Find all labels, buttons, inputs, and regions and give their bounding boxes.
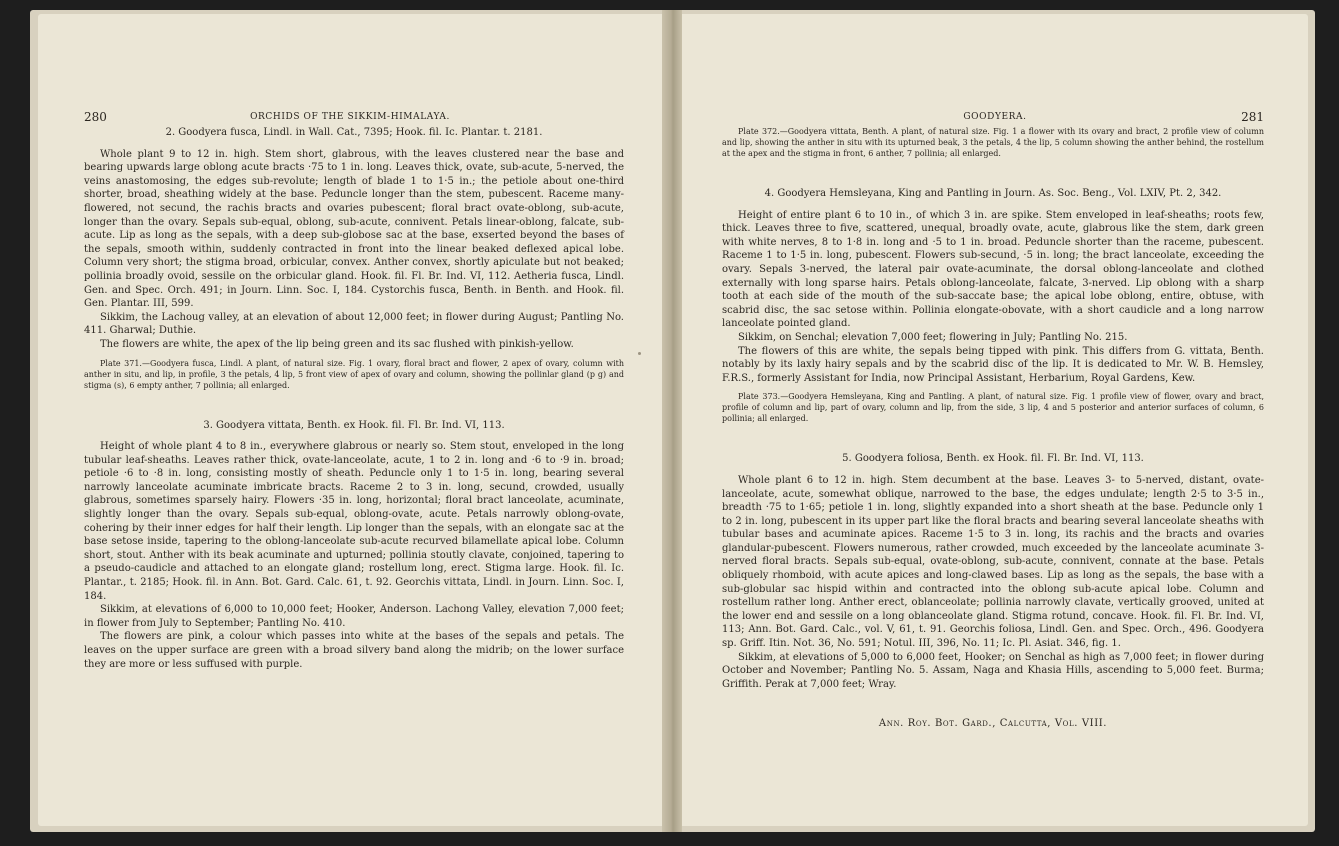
running-head: ORCHIDS OF THE SIKKIM-HIMALAYA. xyxy=(250,112,450,122)
book-gutter xyxy=(662,10,682,832)
section-gap xyxy=(722,430,1264,446)
body-paragraph: The flowers are white, the apex of the lip being green and its sac flushed with pinkish-yellow. xyxy=(100,338,574,350)
right-page xyxy=(682,14,1308,826)
body-paragraph: Sikkim, the Lachoug valley, at an elevation of about 12,000 feet; in flower during August; Pantling No. 411. Gharwal; Duthie. xyxy=(84,311,624,337)
plate-caption: Plate 373.—Goodyera Hemsleyana, King and Pantling. A plant, of natural size. Fig. 1 profile view of flower, ovary and bract, profile of column and lip, part of ovary, column and lip, from the side, 3 lip, 4 and 5 posterior and anterior surfaces of column, 6 pollinia; all enlarged. xyxy=(722,392,1264,424)
page-text xyxy=(84,126,624,671)
scan-speck xyxy=(638,352,641,355)
body-paragraph: Height of entire plant 6 to 10 in., of which 3 in. are spike. Stem enveloped in leaf-sheaths; roots few, thick. Leaves three to five, scattered, unequal, broadly ovate, acute, glabrous like the stem, dark green with white nerves, 8 to 1·8 in. long and ·5 to 1 in. broad. Peduncle shorter than the raceme, pubescent. Raceme 1 to 1·5 in. long, pubescent. Flowers sub-secund, ·5 in. long; the bract lanceolate, exceeding the ovary. Sepals 3-nerved, the lateral pair ovate-acuminate, the dorsal oblong-lanceolate and clothed externally with long sparse hairs. Petals oblong-lanceolate, falcate, 3-nerved. Lip oblong with a sharp tooth at each side of the mouth of the sub-saccate base; the apical lobe oblong, entire, obtuse, with scabrid disc, the sac setose within. Pollinia elongate-obovate, with a short caudicle and a long narrow lanceolate pointed gland. xyxy=(722,209,1264,330)
page-body xyxy=(682,14,1308,826)
body-paragraph: Whole plant 9 to 12 in. high. Stem short, glabrous, with the leaves clustered near the base and bearing upwards large oblong acute bracts ·75 to 1 in. long. Leaves thick, ovate, sub-acute, 5-nerved, the veins anastomosing, the edges sub-revolute; length of blade 1 to 1·5 in.; the petiole about one-third shorter, broad, sheathing widely at the base. Peduncle longer than the stem, pubescent. Raceme many-flowered, not secund, the rachis bracts and ovaries pubescent; floral bract ovate-oblong, sub-acute, longer than the ovary. Sepals sub-equal, oblong, sub-acute, connivent. Petals linear-oblong, falcate, sub-acute. Lip as long as the sepals, with a deep sub-globose sac at the base, exserted beyond the bases of the sepals, smooth within, suddenly contracted in front into the linear beaked deflexed apical lobe. Column very short; the stigma broad, orbicular, convex. Anther convex, shortly apiculate but not beaked; pollinia broadly ovoid, sessile on the orbicular gland. Hook. fil. Fl. Br. Ind. VI, 112. Aetheria fusca, Lindl. Gen. and Spec. Orch. 491; in Journ. Linn. Soc. I, 184. Cystorchis fusca, Benth. in Benth. and Hook. fil. Gen. Plantar. III, 599. xyxy=(84,148,624,310)
body-paragraph: Sikkim, on Senchal; elevation 7,000 feet; flowering in July; Pantling No. 215. xyxy=(738,331,1128,343)
body-paragraph: Height of whole plant 4 to 8 in., everywhere glabrous or nearly so. Stem stout, enveloped in the long tubular leaf-sheaths. Leaves rather thick, ovate-lanceolate, acute, 1 to 2 in. long and ·6 to ·9 in. broad; petiole ·6 to ·8 in. long, consisting mostly of sheath. Peduncle only 1 to 1·5 in. long, bearing several narrowly lanceolate acuminate imbricate bracts. Raceme 2 to 3 in. long, secund, crowded, usually glabrous, sometimes sparsely hairy. Flowers ·35 in. long, horizontal; floral bract lanceolate, acuminate, slightly longer than the ovary. Sepals sub-equal, oblong-ovate, acute. Petals narrowly oblong-ovate, cohering by their inner edges for half their length. Lip longer than the sepals, with an elongate sac at the base setose inside, tapering to the oblong-lanceolate sub-acute recurved bilamellate apical lobe. Column short, stout. Anther with its beak acuminate and upturned; pollinia stoutly clavate, conjoined, tapering to a pseudo-caudicle and attached to an elongate gland; rostellum long, erect. Stigma large. Hook. fil. Ic. Plantar., t. 2185; Hook. fil. in Ann. Bot. Gard. Calc. 61, t. 92. Georchis vittata, Lindl. in Journ. Linn. Soc. I, 184. xyxy=(84,441,624,602)
species-heading: 2. Goodyera fusca, Lindl. in Wall. Cat., 7395; Hook. fil. Ic. Plantar. t. 2181. xyxy=(165,127,543,138)
page-body xyxy=(38,14,662,826)
page-footer: Ann. Roy. Bot. Gard., Calcutta, Vol. VIII. xyxy=(878,718,1108,730)
body-paragraph: The flowers are pink, a colour which passes into white at the bases of the sepals and petals. The leaves on the upper surface are green with a broad silvery band along the midrib; on the lower surface they are more or less suffused with purple. xyxy=(84,631,624,670)
body-paragraph: The flowers of this are white, the sepals being tipped with pink. This differs from G. vittata, Benth. notably by its laxly hairy sepals and by the scabrid disc of the lip. It is dedicated to Mr. W. B. Hemsley, F.R.S., formerly Assistant for India, now Principal Assistant, Herbarium, Royal Gardens, Kew. xyxy=(722,345,1264,384)
body-paragraph: Sikkim, at elevations of 6,000 to 10,000 feet; Hooker, Anderson. Lachong Valley, elevation 7,000 feet; in flower from July to September; Pantling No. 410. xyxy=(84,604,624,629)
page-text xyxy=(722,126,1264,731)
running-head: GOODYERA. xyxy=(963,112,1027,122)
body-paragraph: Whole plant 6 to 12 in. high. Stem decumbent at the base. Leaves 3- to 5-nerved, distant, ovate-lanceolate, acute, somewhat oblique, narrowed to the base, the edges undulate; length 2·5 to 3·5 in., breadth ·75 to 1·65; petiole 1 in. long, slightly expanded into a short sheath at the base. Peduncle only 1 to 2 in. long, pubescent in its upper part like the floral bracts and bearing several lanceolate sheaths with tubular bases and acuminate apices. Raceme 1·5 to 3 in. long, its rachis and the bracts and ovaries glandular-pubescent. Flowers numerous, rather crowded, much exceeded by the lanceolate acuminate 3-nerved floral bracts. Sepals sub-equal, ovate-oblong, sub-acute, connivent, connate at the base. Petals obliquely rhomboid, with acute apices and long-clawed bases. Lip as long as the sepals, the base with a sub-globular sac hispid within and contracted into the oblong sub-acute apical lobe. Column and rostellum rather long. Anther erect, oblanceolate; pollinia narrowly clavate, vertically grooved, united at the lower end and sessile on a long oblanceolate gland. Stigma rotund, concave. Hook. fil. Fl. Br. Ind. VI, 113; Ann. Bot. Gard. Calc., vol. V, 61, t. 91. Georchis foliosa, Lindl. Gen. and Spec. Orch., 496. Goodyera sp. Griff. Itin. Not. 36, No. 591; Notul. III, 396, No. 11; Ic. Pl. Asiat. 346, fig. 1. xyxy=(722,474,1264,650)
section-gap xyxy=(722,165,1264,181)
section-gap xyxy=(84,397,624,413)
plate-caption: Plate 372.—Goodyera vittata, Benth. A plant, of natural size. Fig. 1 a flower with its ovary and bract, 2 profile view of column and lip, showing the anther in situ with its upturned beak, 3 the petals, 4 the lip, 5 column showing the anther behind, the rostellum at the apex and the stigma in front, 6 anther, 7 pollinia; all enlarged. xyxy=(722,127,1264,158)
body-paragraph: Sikkim, at elevations of 5,000 to 6,000 feet, Hooker; on Senchal as high as 7,000 feet; in flower during October and November; Pantling No. 5. Assam, Naga and Khasia Hills, ascending to 5,000 feet. Burma; Griffith. Perak at 7,000 feet; Wray. xyxy=(722,651,1264,690)
species-heading: 4. Goodyera Hemsleyana, King and Pantling in Journ. As. Soc. Beng., Vol. LXIV, Pt. 2, 342. xyxy=(764,188,1222,199)
species-heading: 3. Goodyera vittata, Benth. ex Hook. fil. Fl. Br. Ind. VI, 113. xyxy=(203,419,505,431)
open-book xyxy=(30,10,1315,832)
species-heading: 5. Goodyera foliosa, Benth. ex Hook. fil. Fl. Br. Ind. VI, 113. xyxy=(842,453,1144,465)
left-page xyxy=(38,14,662,826)
page-number: 280 xyxy=(84,110,107,124)
plate-caption: Plate 371.—Goodyera fusca, Lindl. A plant, of natural size. Fig. 1 ovary, floral bract and flower, 2 apex of ovary, column with anther in situ, and lip, in profile, 3 the petals, 4 lip, 5 front view of apex of ovary and column, showing the pollinlar gland (p g) and stigma (s), 6 empty anther, 7 pollinia; all enlarged. xyxy=(84,358,624,390)
page-number: 281 xyxy=(1241,110,1264,124)
